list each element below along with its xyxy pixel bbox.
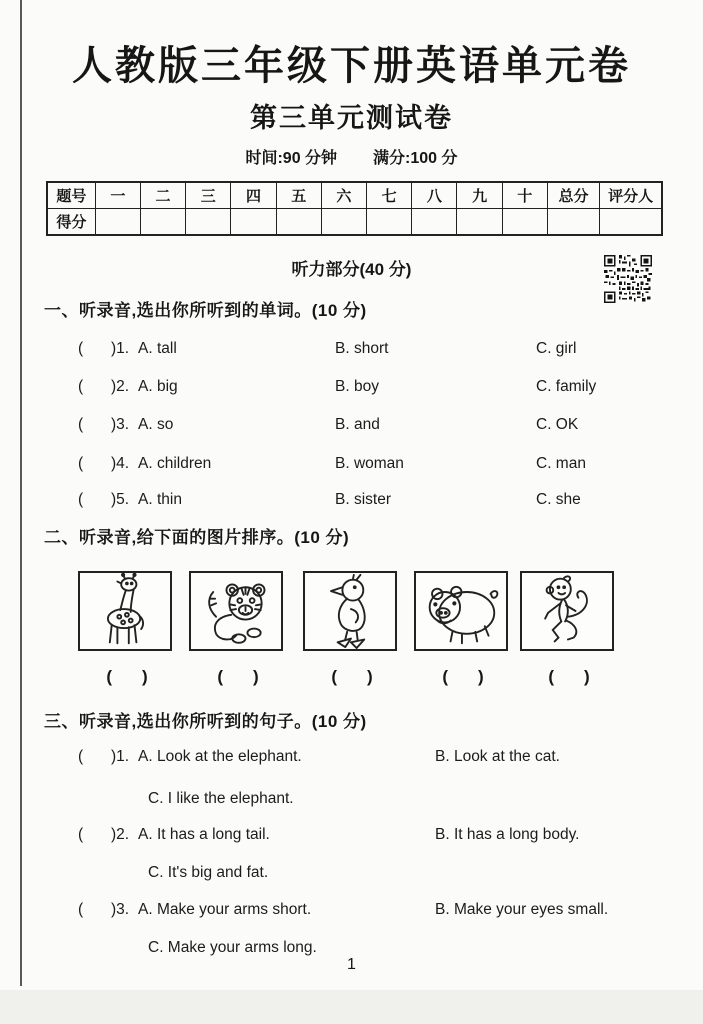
picture-item bbox=[520, 571, 618, 687]
option-a: A. Look at the elephant. bbox=[138, 748, 302, 765]
option-b: B. Make your eyes small. bbox=[435, 901, 609, 918]
section1-question-row bbox=[0, 416, 703, 436]
question-number: )1. bbox=[111, 748, 130, 765]
section2-heading: 二、听录音,给下面的图片排序。(10 分) bbox=[44, 528, 350, 547]
score-cell-empty bbox=[547, 209, 599, 236]
score-table-score-row bbox=[47, 209, 662, 236]
answer-paren-open: ( bbox=[78, 901, 84, 918]
picture-item bbox=[303, 571, 401, 687]
question-number: )2. bbox=[111, 378, 130, 395]
score-cell-empty bbox=[276, 209, 321, 236]
answer-paren-open: ( bbox=[78, 455, 84, 472]
option-c: C. man bbox=[536, 455, 586, 472]
score-table-cell: 一 bbox=[95, 182, 140, 209]
score-table-cell: 评分人 bbox=[600, 182, 662, 209]
picture-answer-parens bbox=[414, 667, 512, 687]
pig-image bbox=[414, 571, 508, 651]
answer-paren-close: ) bbox=[584, 667, 590, 686]
answer-paren-close: ) bbox=[253, 667, 259, 686]
answer-paren-open: ( bbox=[78, 378, 84, 395]
score-table-cell: 八 bbox=[412, 182, 457, 209]
score-table-cell: 二 bbox=[140, 182, 185, 209]
score-cell-empty bbox=[95, 209, 140, 236]
option-a: A. big bbox=[138, 378, 178, 395]
option-b: B. boy bbox=[335, 378, 379, 395]
picture-item bbox=[189, 571, 287, 687]
option-c: C. OK bbox=[536, 416, 579, 433]
question-number: )5. bbox=[111, 491, 130, 508]
score-table bbox=[46, 181, 663, 236]
answer-paren-open: ( bbox=[78, 826, 84, 843]
score-cell-empty bbox=[321, 209, 366, 236]
option-a: A. thin bbox=[138, 491, 182, 508]
answer-paren-open: ( bbox=[78, 416, 84, 433]
answer-paren-open: ( bbox=[78, 340, 84, 357]
score-cell-empty bbox=[231, 209, 276, 236]
question-number: )4. bbox=[111, 455, 130, 472]
section1-heading: 一、听录音,选出你所听到的单词。(10 分) bbox=[44, 301, 367, 320]
score-table-cell: 四 bbox=[231, 182, 276, 209]
score-table-cell: 六 bbox=[321, 182, 366, 209]
scan-bottom-shade bbox=[0, 990, 703, 1024]
answer-paren-open: ( bbox=[217, 667, 223, 686]
option-b: B. It has a long body. bbox=[435, 826, 580, 843]
score-cell-empty bbox=[502, 209, 547, 236]
score-cell-empty bbox=[457, 209, 502, 236]
section3-question-row bbox=[0, 826, 703, 846]
score-cell-empty bbox=[600, 209, 662, 236]
picture-item bbox=[414, 571, 512, 687]
question-number: )2. bbox=[111, 826, 130, 843]
page-number: 1 bbox=[347, 956, 356, 973]
option-a: A. so bbox=[138, 416, 174, 433]
score-cell-empty bbox=[186, 209, 231, 236]
section3-heading: 三、听录音,选出你所听到的句子。(10 分) bbox=[44, 712, 367, 731]
score-table-cell: 总分 bbox=[547, 182, 599, 209]
option-b: B. Look at the cat. bbox=[435, 748, 560, 765]
section3-question-row bbox=[0, 748, 703, 768]
question-number: )3. bbox=[111, 416, 130, 433]
answer-paren-open: ( bbox=[548, 667, 554, 686]
time-limit-label: 时间:90 分钟 bbox=[245, 150, 338, 167]
section1-question-row bbox=[0, 455, 703, 475]
picture-answer-parens bbox=[78, 667, 176, 687]
paper-meta bbox=[0, 145, 703, 168]
option-a: A. children bbox=[138, 455, 212, 472]
option-c: C. family bbox=[536, 378, 597, 395]
score-cell-empty bbox=[367, 209, 412, 236]
picture-answer-parens bbox=[303, 667, 401, 687]
answer-paren-close: ) bbox=[142, 667, 148, 686]
option-a: A. It has a long tail. bbox=[138, 826, 270, 843]
tiger-image bbox=[189, 571, 283, 651]
question-number: )3. bbox=[111, 901, 130, 918]
answer-paren-open: ( bbox=[106, 667, 112, 686]
score-cell-empty bbox=[140, 209, 185, 236]
paper-subtitle: 第三单元测试卷 bbox=[250, 103, 453, 133]
score-table-header-row bbox=[47, 182, 662, 209]
score-table-cell: 九 bbox=[457, 182, 502, 209]
option-b: B. short bbox=[335, 340, 389, 357]
option-b: B. sister bbox=[335, 491, 391, 508]
giraffe-image bbox=[78, 571, 172, 651]
answer-paren-close: ) bbox=[367, 667, 373, 686]
option-c: C. I like the elephant. bbox=[148, 790, 294, 807]
answer-paren-open: ( bbox=[331, 667, 337, 686]
monkey-image bbox=[520, 571, 614, 651]
question-number: )1. bbox=[111, 340, 130, 357]
option-b: B. and bbox=[335, 416, 380, 433]
answer-paren-open: ( bbox=[442, 667, 448, 686]
option-a: A. Make your arms short. bbox=[138, 901, 312, 918]
option-c: C. Make your arms long. bbox=[148, 939, 317, 956]
score-cell-empty bbox=[412, 209, 457, 236]
option-c: C. girl bbox=[536, 340, 577, 357]
score-row-label: 得分 bbox=[47, 209, 95, 236]
section1-question-row bbox=[0, 378, 703, 398]
answer-paren-open: ( bbox=[78, 491, 84, 508]
score-table-cell: 五 bbox=[276, 182, 321, 209]
paper-title: 人教版三年级下册英语单元卷 bbox=[72, 44, 631, 88]
picture-item bbox=[78, 571, 176, 687]
score-table-cell: 十 bbox=[502, 182, 547, 209]
qr-code bbox=[604, 255, 652, 302]
score-table-cell: 题号 bbox=[47, 182, 95, 209]
section3-question-row bbox=[0, 901, 703, 921]
picture-answer-parens bbox=[520, 667, 618, 687]
score-table-cell: 七 bbox=[367, 182, 412, 209]
picture-answer-parens bbox=[189, 667, 287, 687]
answer-paren-close: ) bbox=[478, 667, 484, 686]
duck-image bbox=[303, 571, 397, 651]
option-c: C. she bbox=[536, 491, 581, 508]
option-a: A. tall bbox=[138, 340, 177, 357]
score-table-cell: 三 bbox=[186, 182, 231, 209]
option-c: C. It's big and fat. bbox=[148, 864, 269, 881]
listening-part-title: 听力部分(40 分) bbox=[291, 260, 412, 279]
section1-question-row bbox=[0, 340, 703, 360]
full-score-label: 满分:100 分 bbox=[373, 150, 458, 167]
section1-question-row bbox=[0, 491, 703, 511]
answer-paren-open: ( bbox=[78, 748, 84, 765]
option-b: B. woman bbox=[335, 455, 404, 472]
